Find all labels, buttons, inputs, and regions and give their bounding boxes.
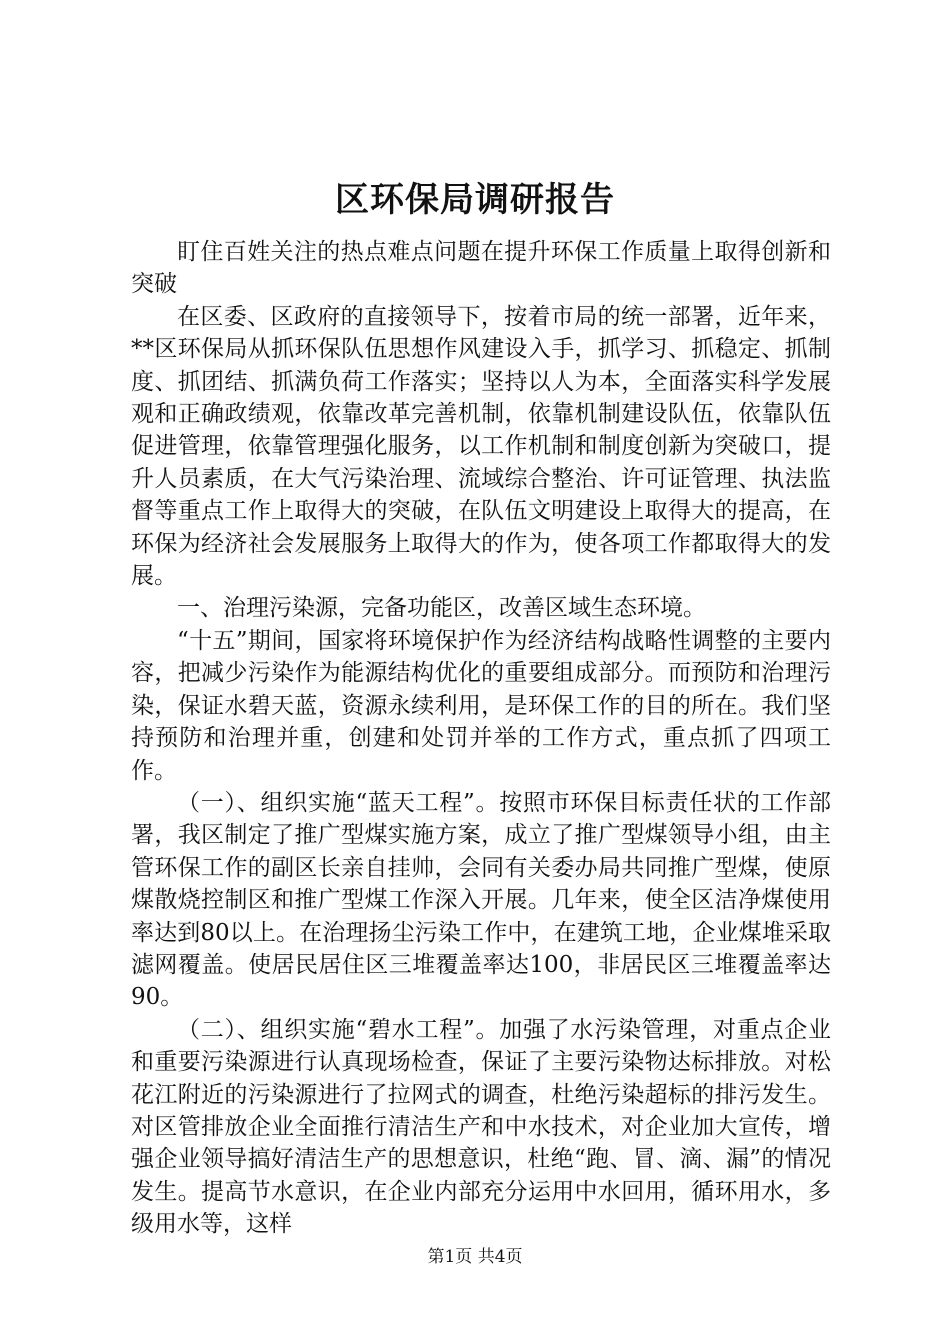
body-paragraph: （一）、组织实施“蓝天工程”。按照市环保目标责任状的工作部署，我区制定了推广型煤实施方案，成立了推广型煤领导小组，由主管环保工作的副区长亲自挂帅，会同有关委办局共同推广型煤，使原煤散烧控制区和推广型煤工作深入开展。几年来，使全区洁净煤使用率达到80以上。在治理扬尘污染工作中，在建筑工地，企业煤堆采取滤网覆盖。使居民居住区三堆覆盖率达100，非居民区三堆覆盖率达90。 [131, 789, 831, 1011]
section-heading: 一、治理污染源，完备功能区，改善区域生态环境。 [177, 595, 706, 622]
page-indicator: 第1页 共4页 [427, 1247, 523, 1267]
body-paragraph: “十五”期间，国家将环境保护作为经济结构战略性调整的主要内容，把减少污染作为能源结构优化的重要组成部分。而预防和治理污染，保证水碧天蓝，资源永续利用，是环保工作的目的所在。我们坚持预防和治理并重，创建和处罚并举的工作方式，重点抓了四项工作。 [131, 627, 831, 784]
subtitle-paragraph: 盯住百姓关注的热点难点问题在提升环保工作质量上取得创新和突破 [131, 239, 831, 298]
document-title: 区环保局调研报告 [335, 180, 615, 220]
body-paragraph: （二）、组织实施“碧水工程”。加强了水污染管理，对重点企业和重要污染源进行认真现场检查，保证了主要污染物达标排放。对松花江附近的污染源进行了拉网式的调查，杜绝污染超标的排污发生。对区管排放企业全面推行清洁生产和中水技术，对企业加大宣传，增强企业领导搞好清洁生产的思想意识，杜绝“跑、冒、滴、漏”的情况发生。提高节水意识，在企业内部充分运用中水回用，循环用水，多级用水等，这样 [131, 1016, 831, 1238]
document-body [131, 236, 831, 1241]
body-paragraph: 在区委、区政府的直接领导下，按着市局的统一部署，近年来，**区环保局从抓环保队伍思想作风建设入手，抓学习、抓稳定、抓制度、抓团结、抓满负荷工作落实；坚持以人为本，全面落实科学发展观和正确政绩观，依靠改革完善机制，依靠机制建设队伍，依靠队伍促进管理，依靠管理强化服务，以工作机制和制度创新为突破口，提升人员素质，在大气污染治理、流域综合整治、许可证管理、执法监督等重点工作上取得大的突破，在队伍文明建设上取得大的提高，在环保为经济社会发展服务上取得大的作为，使各项工作都取得大的发展。 [131, 303, 831, 590]
